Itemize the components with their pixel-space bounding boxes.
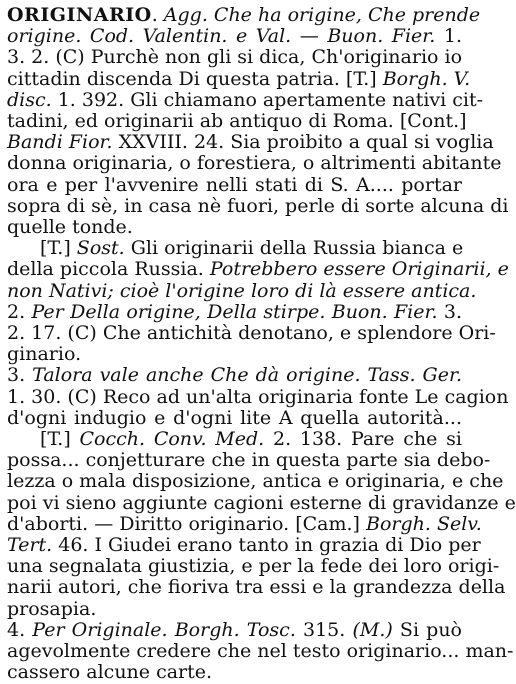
italic-text: Talora vale anche Che dà origine. Tass. Ger.: [32, 364, 462, 387]
text-span: narii autori, che fioriva tra essi e la grandezza della: [7, 576, 506, 599]
italic-text: Sost.: [76, 237, 125, 260]
text-span: della piccola Russia.: [7, 258, 210, 281]
text-span: 3. 2. (C) Purchè non gli si dica, Ch'originario io: [7, 46, 463, 69]
text-span: XXVIII. 24. Sia proibito a qual si voglia: [112, 131, 494, 154]
text-span: Si può: [392, 618, 462, 641]
text-span: poi vi sieno aggiunte cagioni esterne di gravidanze e: [7, 491, 516, 514]
text-span: .: [151, 4, 164, 26]
text-span: prosapia.: [7, 597, 97, 620]
text-span: agevolmente credere che nel testo originario... man-: [7, 640, 514, 662]
italic-text: (M.): [352, 618, 393, 641]
text-span: [T.]: [40, 237, 77, 260]
text-span: 3.: [7, 364, 33, 387]
italic-text: Per Della origine, Della stirpe. Buon. Fier.: [31, 300, 438, 323]
text-span: ginario.: [7, 343, 82, 366]
text-span: lezza o mala disposizione, antica e originaria, e che: [7, 470, 504, 493]
text-span: cassero alcune carte.: [7, 661, 213, 684]
text-span: 3.: [437, 300, 463, 323]
text-span: 2. 138. Pare che si: [264, 428, 462, 450]
text-span: 2. 17. (C) Che antichità denotano, e splendore Ori-: [7, 322, 496, 344]
italic-text: Bandi Fior.: [7, 131, 113, 154]
text-span: 1. 30. (C) Reco ad un'alta originaria fonte Le cagion: [7, 385, 509, 408]
italic-text: non Nativi; cioè l'origine loro di là essere antica.: [7, 279, 477, 302]
text-span: 1. 392. Gli chiamano apertamente nativi cit-: [51, 88, 484, 111]
text-span: 4.: [7, 618, 33, 641]
text-span: 315.: [295, 618, 353, 641]
text-span: quelle tonde.: [7, 216, 133, 238]
italic-text: Borgh. Selv.: [365, 512, 482, 535]
text-span: d'aborti. — Diritto originario. [Cam.]: [7, 512, 366, 535]
text-span: una segnalata giustizia, e per la fede dei loro origi-: [7, 555, 500, 578]
text-span: tadini, ed originarii ab antiquo di Roma. [Cont.]: [7, 110, 467, 132]
text-span: possa... conjetturare che in questa parte sia debo-: [7, 449, 491, 472]
italic-text: Per Originale. Borgh. Tosc.: [32, 618, 296, 641]
text-span: sopra di sè, in casa nè fuori, perle di sorte alcuna di: [7, 194, 509, 217]
italic-text: Potrebbero essere Originarii, e: [209, 258, 509, 281]
italic-text: Cocch. Conv. Med.: [79, 428, 265, 450]
text-span: 46. I Giudei erano tanto in grazia di Dio per: [52, 534, 481, 556]
italic-text: Borgh. V.: [382, 67, 471, 90]
entry-line: [7, 660, 462, 684]
text-span: 1.: [435, 25, 462, 48]
italic-text: Tert.: [7, 534, 53, 556]
italic-text: Agg. Che ha origine, Che prende: [163, 4, 481, 26]
italic-text: origine. Cod. Valentin. e Val. — Buon. Fier.: [7, 25, 436, 48]
text-span: d'ogni indugio e d'ogni lite A quella autorità...: [7, 406, 462, 429]
text-span: ora e per l'avvenire nelli stati di S. A.... portar: [7, 173, 462, 196]
text-span: cittadin discenda Di questa patria. [T.]: [7, 67, 383, 90]
headword: ORIGINARIO: [7, 4, 152, 26]
text-span: donna originaria, o forestiera, o altrimenti abitante: [7, 152, 502, 175]
text-span: Gli originarii della Russia bianca e: [124, 237, 464, 260]
text-span: 2.: [7, 300, 32, 323]
text-span: [T.]: [40, 428, 80, 450]
italic-text: disc.: [7, 88, 52, 111]
